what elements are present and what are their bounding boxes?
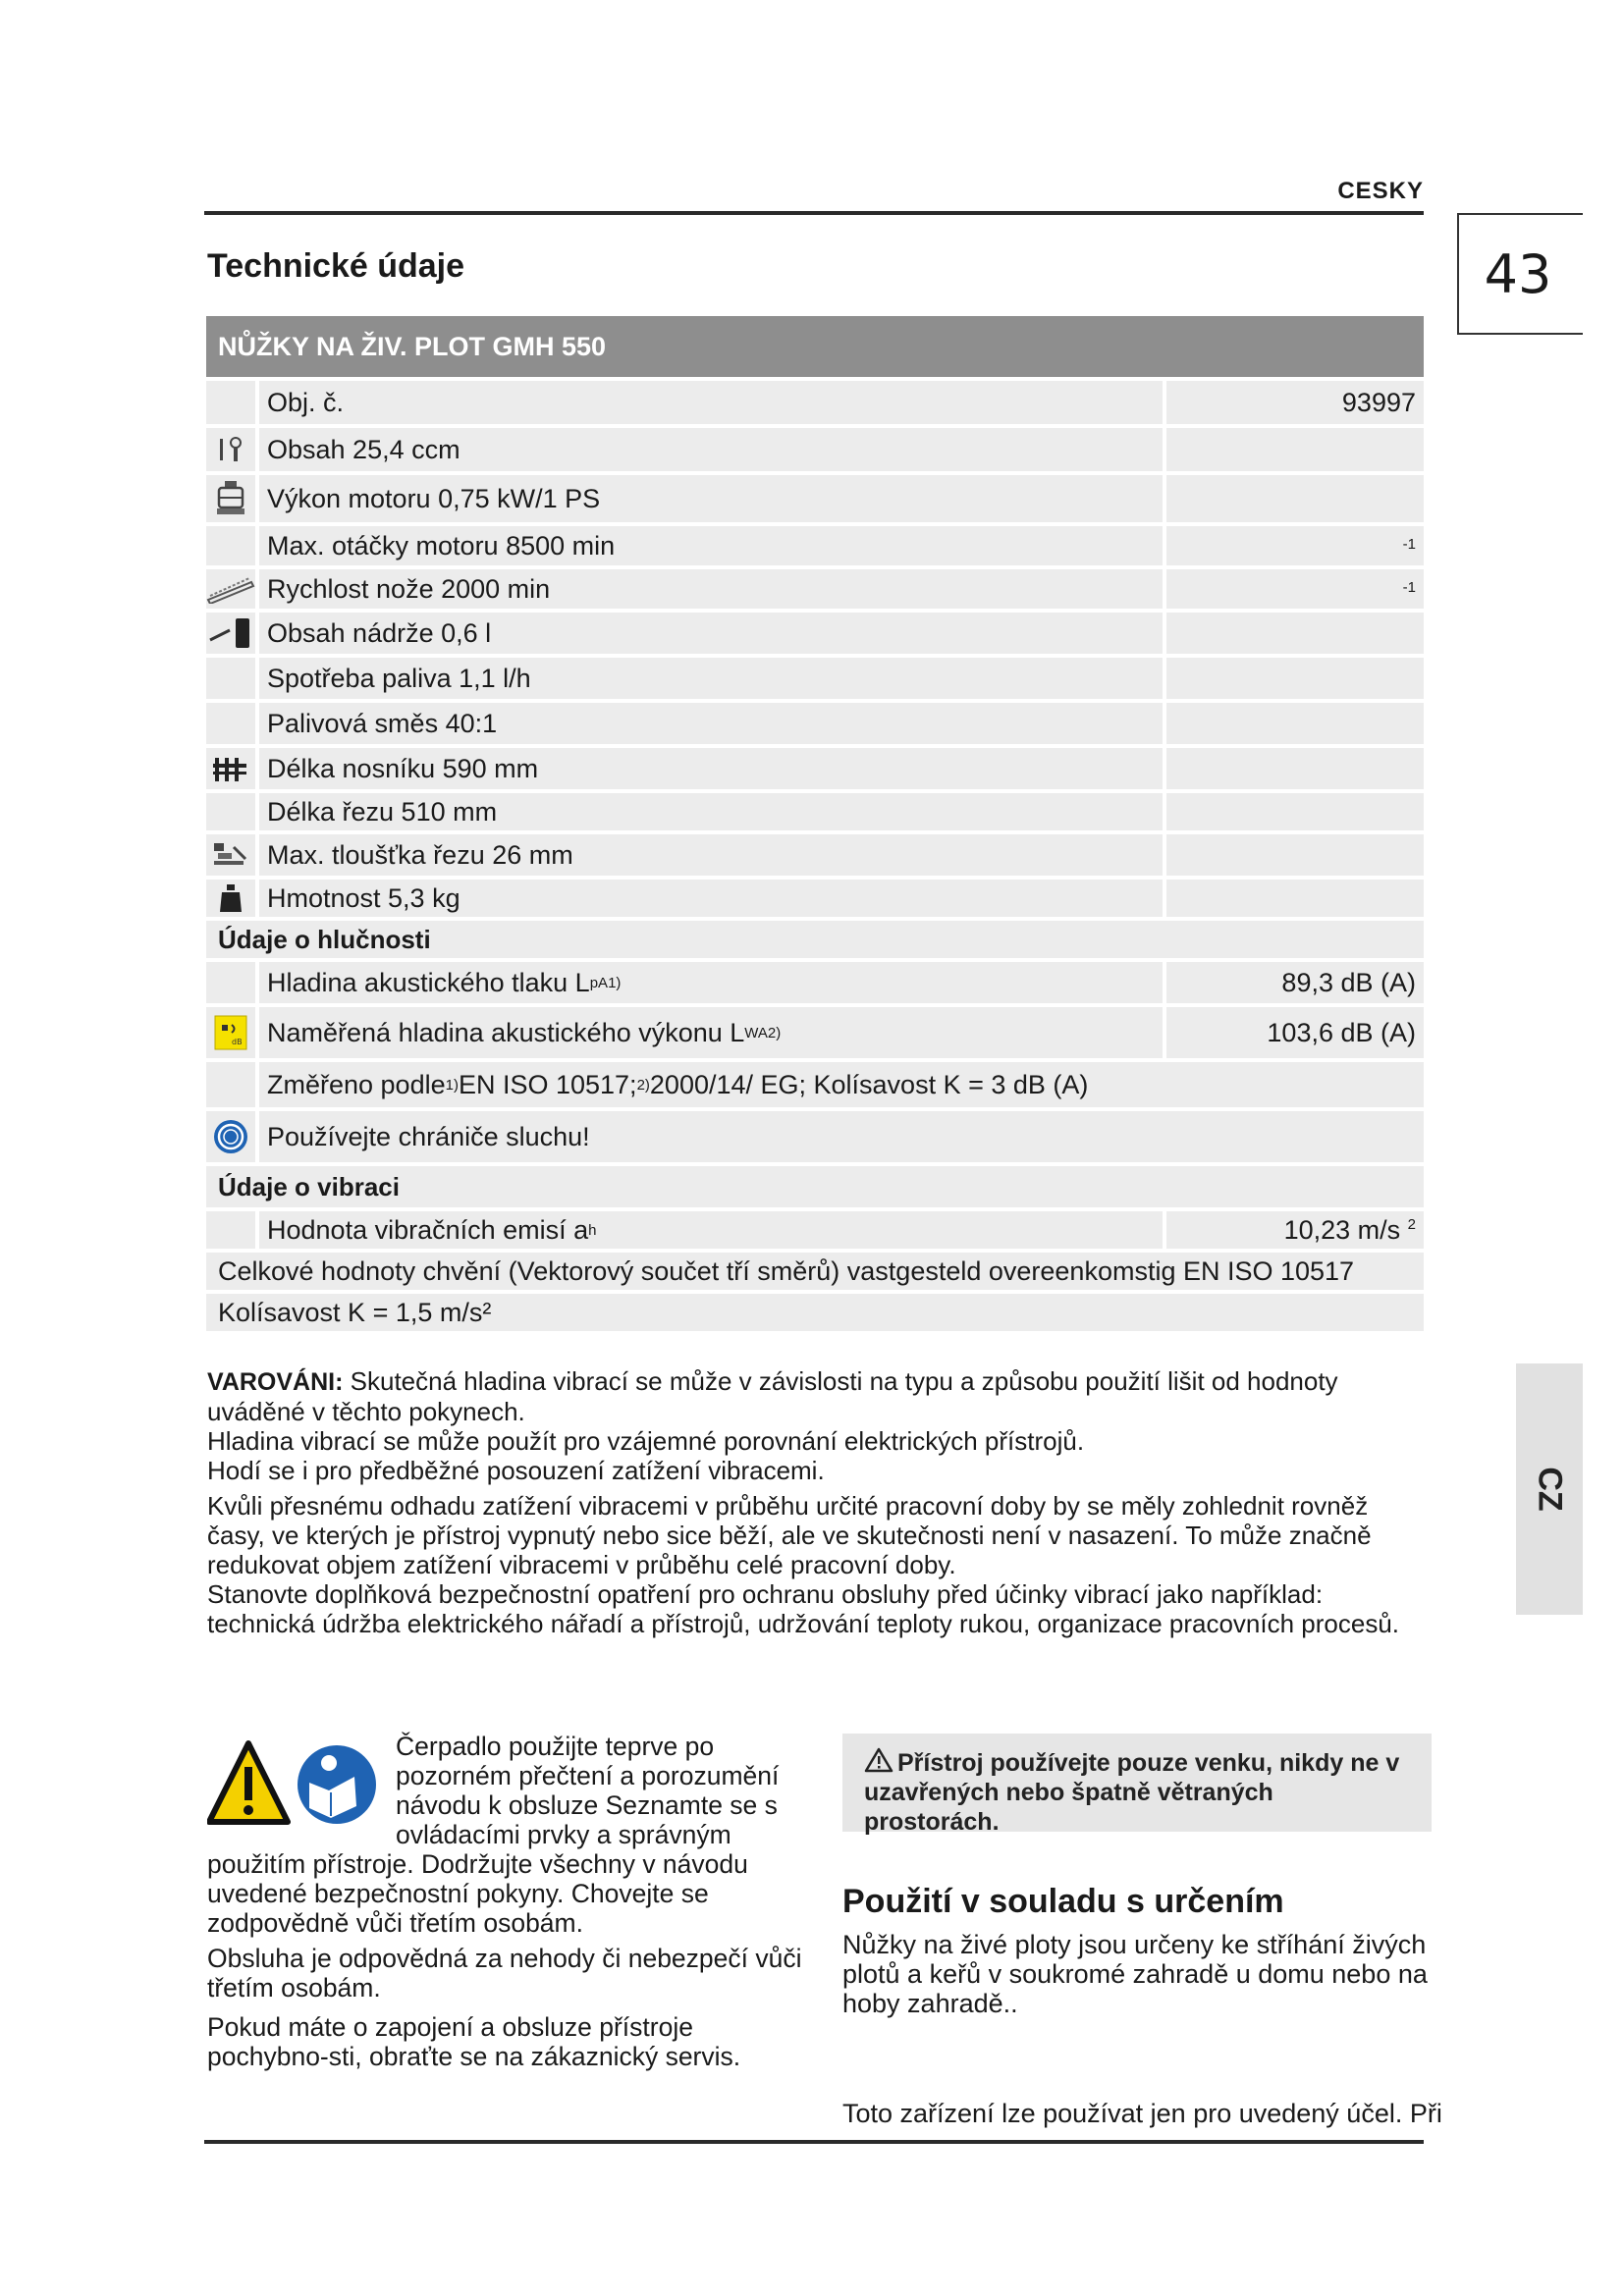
total-vibration-text: Celkové hodnoty chvění (Vektorový součet tří směrů) vastgesteld overeenkomstig EN ISO 10517 — [206, 1253, 1424, 1290]
intended-use-continuation: Toto zařízení lze používat jen pro uvedený účel. Při — [842, 2099, 1442, 2128]
warning-triangle-icon — [864, 1747, 893, 1773]
row-value: 89,3 dB (A) — [1166, 962, 1424, 1003]
empty-icon-cell — [206, 526, 255, 565]
row-value — [1166, 475, 1424, 522]
hearing-protection-text: Používejte chrániče sluchu! — [259, 1111, 1424, 1162]
table-heading: NŮŽKY NA ŽIV. PLOT GMH 550 — [206, 316, 1424, 377]
row-value — [1166, 428, 1424, 471]
unit-superscript: -1 — [1402, 579, 1416, 596]
row-label: Palivová směs 40:1 — [259, 703, 1163, 744]
warning-triangle-icon — [209, 1743, 288, 1822]
row-value — [1166, 703, 1424, 744]
table-row — [206, 428, 1424, 471]
table-row — [206, 834, 1424, 876]
row-label: Rychlost nože 2000 min — [259, 569, 1163, 609]
row-label: Obsah nádrže 0,6 l — [259, 613, 1163, 654]
row-label: Délka nosníku 590 mm — [259, 748, 1163, 789]
row-label: Obsah 25,4 ccm — [259, 428, 1163, 471]
empty-icon-cell — [206, 1062, 255, 1107]
table-row — [206, 381, 1424, 424]
row-label: Hodnota vibračních emisí a h — [259, 1211, 1163, 1249]
row-label: Max. tloušťka řezu 26 mm — [259, 834, 1163, 876]
table-row — [206, 1007, 1424, 1058]
top-rule — [204, 211, 1424, 215]
row-value — [1166, 748, 1424, 789]
intended-use-heading: Použití v souladu s určením — [842, 1883, 1284, 1920]
safety-icons — [207, 1737, 384, 1834]
row-label: Hmotnost 5,3 kg — [259, 880, 1163, 917]
section-title: Technické údaje — [207, 247, 465, 285]
row-label: Obj. č. — [259, 381, 1163, 424]
intended-use-text: Nůžky na živé ploty jsou určeny ke stříhání živých plotů a keřů v soukromé zahradě u domu nebo na hoby zahradě.. — [842, 1930, 1428, 2018]
row-value — [1166, 880, 1424, 917]
table-row — [206, 658, 1424, 699]
svg-text:dB: dB — [232, 1038, 243, 1046]
bar-length-icon — [206, 748, 255, 789]
sound-power-icon — [206, 1007, 255, 1058]
page-number: 43 — [1484, 242, 1552, 305]
language-side-tab — [1516, 1363, 1583, 1615]
weight-icon — [206, 880, 255, 917]
noise-heading: Údaje o hlučnosti — [206, 921, 1424, 958]
table-row — [206, 1111, 1424, 1162]
row-value — [1166, 613, 1424, 654]
table-row — [206, 569, 1424, 609]
measured-standard: Změřeno podle 1) EN ISO 10517; 2) 2000/14/ EG; Kolísavost K = 3 dB (A) — [259, 1062, 1424, 1107]
table-row — [206, 1211, 1424, 1249]
motor-icon — [206, 475, 255, 522]
row-value: 103,6 dB (A) — [1166, 1007, 1424, 1058]
row-label: Naměřená hladina akustického výkonu L WA 2) — [259, 1007, 1163, 1058]
hearing-protection-icon — [206, 1111, 255, 1162]
warning-label: VAROVÁNI: — [207, 1368, 344, 1396]
table-row — [206, 880, 1424, 917]
outdoor-use-note — [842, 1734, 1432, 1836]
row-label: Výkon motoru 0,75 kW/1 PS — [259, 475, 1163, 522]
table-row — [206, 703, 1424, 744]
empty-icon-cell — [206, 962, 255, 1003]
empty-icon-cell — [206, 658, 255, 699]
empty-icon-cell — [206, 703, 255, 744]
page-number-box — [1457, 213, 1583, 335]
table-row — [206, 475, 1424, 522]
empty-icon-cell — [206, 793, 255, 830]
vibration-tolerance: Kolísavost K = 1,5 m/s² — [206, 1294, 1424, 1331]
row-label: Spotřeba paliva 1,1 l/h — [259, 658, 1163, 699]
table-row — [206, 962, 1424, 1003]
fuel-can-icon — [206, 613, 255, 654]
table-row — [206, 748, 1424, 789]
spec-table — [206, 316, 1424, 1335]
empty-icon-cell — [206, 1211, 255, 1249]
side-tab-label: CZ — [1531, 1467, 1569, 1512]
cut-thickness-icon — [206, 834, 255, 876]
table-row — [206, 1062, 1424, 1107]
table-row — [206, 526, 1424, 565]
vibration-heading: Údaje o vibraci — [206, 1166, 1424, 1207]
row-label: Max. otáčky motoru 8500 min — [259, 526, 1163, 565]
row-value: 10,23 m/s $^2$ — [1166, 1211, 1424, 1249]
language-label: CESKY — [1337, 178, 1424, 204]
row-value — [1166, 658, 1424, 699]
safety-instructions: Čerpadlo použijte teprve po pozorném přečtení a porozumění návodu k obsluze Seznamte se s ovládacími prvky a správným použitím přístroje. Dodržujte všechny v návodu uvedené bezpečnostní pokyny. Chovejte se zodpovědně vůči třetím osobám. Obsluha je odpovědná za nehody či nebezpečí vůči třetím osobám. Pokud máte o zapojení a obsluze přístroje pochybno-sti, obraťte se na zákaznický servis. — [207, 1732, 802, 2071]
unit-superscript: -1 — [1402, 536, 1416, 553]
table-row — [206, 613, 1424, 654]
row-value — [1166, 793, 1424, 830]
row-value — [1166, 526, 1424, 565]
row-label: Hladina akustického tlaku L pA 1) — [259, 962, 1163, 1003]
note-text: Přístroj používejte pouze venku, nikdy ne v uzavřených nebo špatně větraných prostorách. — [864, 1749, 1400, 1836]
displacement-icon — [206, 428, 255, 471]
empty-icon-cell — [206, 381, 255, 424]
read-manual-icon — [298, 1745, 376, 1824]
row-value — [1166, 569, 1424, 609]
row-value: 93997 — [1166, 381, 1424, 424]
bottom-rule — [204, 2140, 1424, 2144]
blade-icon — [206, 569, 255, 609]
vibration-warning: VAROVÁNI: Skutečná hladina vibrací se může v závislosti na typu a způsobu použití lišit od hodnoty uváděné v těchto pokynech. Hladina vibrací se může použít pro vzájemné porovnání elektrických přístrojů. Hodí se i pro předběžné posouzení zatížení vibracemi. Kvůli přesnému odhadu zatížení vibracemi v průběhu určité pracovní doby by se měly zohlednit rovněž časy, ve kterých je přístroj vypnutý nebo sice běží, ale ve skutečnosti není v nasazení. To může značně redukovat objem zatížení vibracemi v průběhu celé pracovní doby. Stanovte doplňková bezpečnostní opatření pro ochranu obsluhy před účinky vibrací jako například: technická údržba elektrického nářadí a přístrojů, udržování teploty rukou, organizace pracovních procesů. — [207, 1366, 1400, 1638]
table-row — [206, 793, 1424, 830]
row-label: Délka řezu 510 mm — [259, 793, 1163, 830]
row-value — [1166, 834, 1424, 876]
